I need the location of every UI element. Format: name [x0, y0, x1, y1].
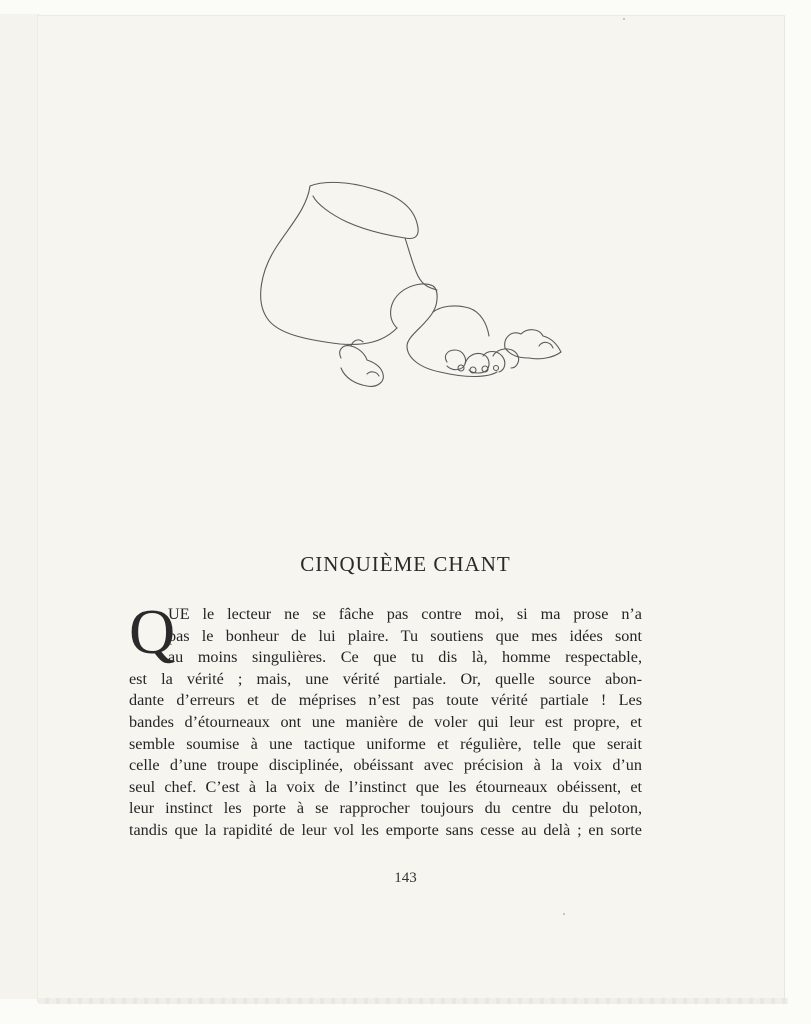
drawing-right-tip	[505, 330, 561, 359]
text-line: semble soumise à une tactique uniforme et régulière, telle que serait	[129, 734, 642, 753]
text-line: est la vérité ; mais, une vérité partiale. Or, quelle source abon-	[129, 669, 642, 688]
body-paragraph	[129, 596, 642, 842]
drawing-middle-lobe	[391, 284, 438, 328]
drawing-main-form	[261, 186, 397, 344]
text-line: seul chef. C’est à la voix de l’instinct que les étourneaux obéissent, et	[129, 777, 642, 796]
drawing-side-fold	[405, 238, 437, 290]
text-line: au moins singulières. Ce que tu dis là, homme respectable,	[168, 648, 642, 667]
paper-speck	[563, 913, 565, 915]
drop-cap-letter: Q	[129, 596, 176, 667]
left-page-edge	[0, 14, 39, 999]
paper-speck	[623, 18, 625, 20]
text-line: celle d’une troupe disciplinée, obéissant avec précision à la voix d’un	[129, 756, 642, 775]
book-page	[38, 16, 784, 1001]
text-line: bandes d’étourneaux ont une manière de voler qui leur est propre, et	[129, 712, 642, 731]
text-line: pas le bonheur de lui plaire. Tu soutiens que mes idées sont	[168, 626, 642, 645]
drawing-small-digits	[445, 350, 465, 370]
drawing-top-opening	[310, 182, 418, 238]
line-drawing-illustration	[255, 178, 575, 403]
text-line: UE le lecteur ne se fâche pas contre moi, si ma prose n’a	[168, 605, 642, 623]
chapter-title: CINQUIÈME CHANT	[300, 552, 511, 576]
page-deckled-edge	[38, 998, 788, 1004]
page-number: 143	[394, 870, 417, 886]
text-line: dante d’erreurs et de méprises n’est pas toute vérité partiale ! Les	[129, 691, 642, 710]
text-line: leur instinct les porte à se rapprocher toujours du centre du peloton,	[129, 799, 642, 818]
drawing-lower-left-shape	[340, 346, 384, 387]
text-line: tandis que la rapidité de leur vol les emporte sans cesse au delà ; en sorte	[129, 820, 642, 839]
